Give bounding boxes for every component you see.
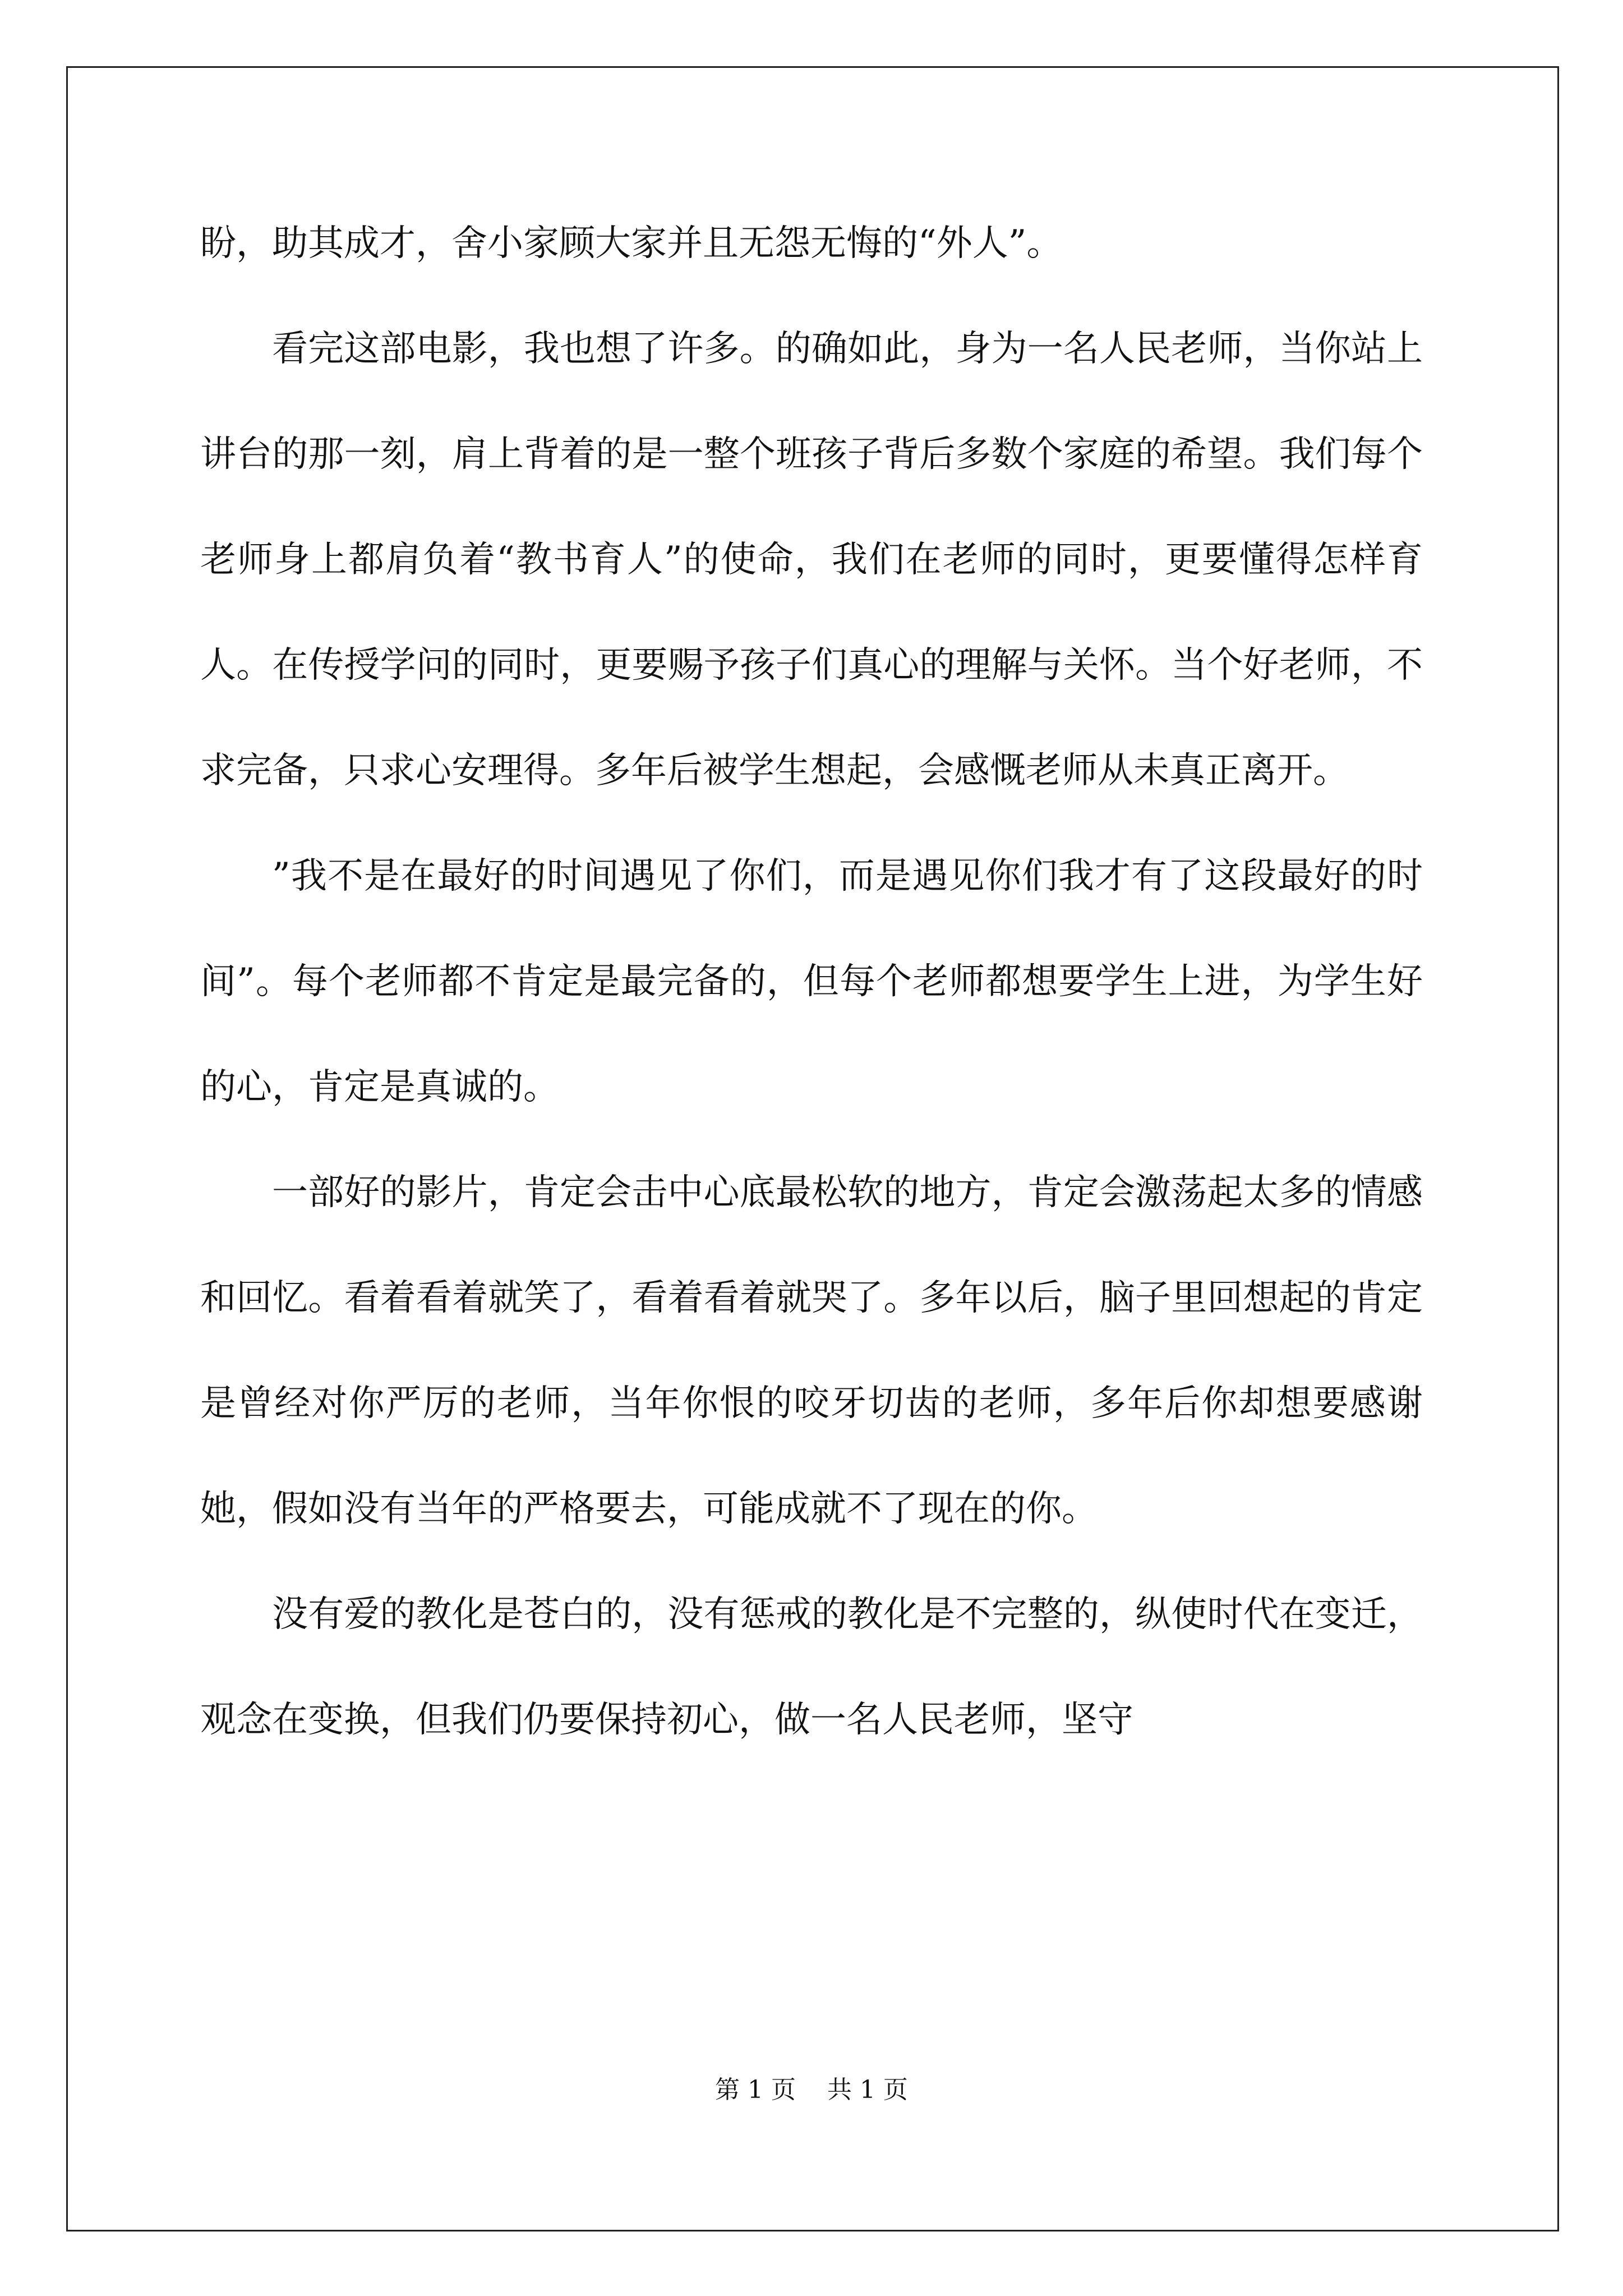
page-number: 第 1 页 共 1 页	[715, 2076, 908, 2104]
paragraph-3: ”我不是在最好的时间遇见了你们，而是遇见你们我才有了这段最好的时间”。每个老师都不肯定是最完备的，但每个老师都想要学生上进，为学生好的心，肯定是真诚的。	[200, 855, 1423, 1108]
paragraph-2: 看完这部电影，我也想了许多。的确如此，身为一名人民老师，当你站上讲台的那一刻，肩上背着的是一整个班孩子背后多数个家庭的希望。我们每个老师身上都肩负着“教书育人”的使命，我们在老师的同时，更要懂得怎样育人。在传授学问的同时，更要赐予孩子们真心的理解与关怀。当个好老师，不求完备，只求心安理得。多年后被学生想起，会感慨老师从未真正离开。	[200, 328, 1423, 792]
paragraph-1: 盼，助其成才，舍小家顾大家并且无怨无悔的“外人”。	[200, 223, 1063, 264]
page-footer	[0, 2073, 1623, 2107]
document-body	[200, 191, 1423, 1773]
paragraph-5: 没有爱的教化是苍白的，没有惩戒的教化是不完整的，纵使时代在变迁，观念在变换，但我们仍要保持初心，做一名人民老师，坚守	[200, 1594, 1423, 1741]
paragraph-4: 一部好的影片，肯定会击中心底最松软的地方，肯定会激荡起太多的情感和回忆。看着看着就笑了，看着看着就哭了。多年以后，脑子里回想起的肯定是曾经对你严厉的老师，当年你恨的咬牙切齿的老师，多年后你却想要感谢她，假如没有当年的严格要去，可能成就不了现在的你。	[200, 1172, 1423, 1530]
